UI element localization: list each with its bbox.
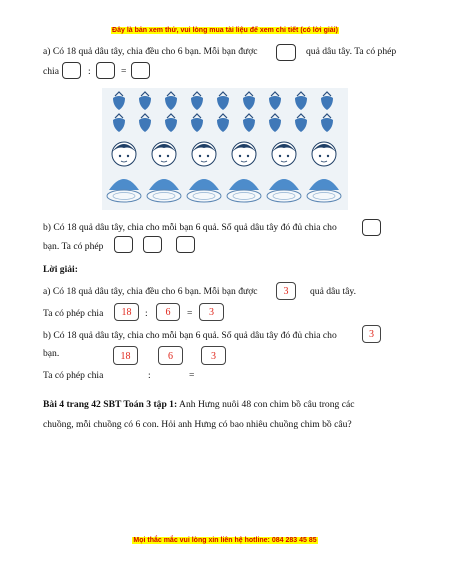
- colon: :: [145, 308, 148, 319]
- plate-icon: [307, 190, 341, 202]
- colon: :: [148, 370, 151, 381]
- solution-a-dividend: 18: [114, 303, 139, 321]
- equals: =: [187, 308, 193, 319]
- question-b-line1: b) Có 18 quả dâu tây, chia cho mỗi bạn 6 quả. Số quả dâu tây đó đủ chia cho: [43, 222, 337, 233]
- solution-b-divisor: 6: [158, 346, 183, 365]
- divisor-box-a[interactable]: [96, 62, 115, 79]
- solution-a-quotient: 3: [199, 303, 224, 321]
- question-a-line2: chia: [43, 66, 59, 77]
- solution-a-answer: 3: [276, 282, 296, 300]
- plate-icon: [227, 190, 261, 202]
- plate-icon: [107, 190, 141, 202]
- bai4-line2: chuồng, mỗi chuồng có 6 con. Hỏi anh Hưng có bao nhiêu chuồng chim bồ câu?: [43, 419, 352, 430]
- question-b-line2: bạn. Ta có phép: [43, 241, 104, 252]
- divisor-box-b[interactable]: [143, 236, 162, 253]
- preview-banner: Đây là bản xem thử, vui lòng mua tài liệu để xem chi tiết (có lời giải): [112, 27, 338, 34]
- solution-b-line2: bạn.: [43, 348, 60, 359]
- plate-icon: [187, 190, 221, 202]
- answer-box-a[interactable]: [276, 44, 296, 61]
- question-a-line1-end: quả dâu tây. Ta có phép: [306, 46, 397, 57]
- solution-a-line1-end: quả dâu tây.: [310, 286, 356, 297]
- solution-a-op-label: Ta có phép chia: [43, 308, 104, 319]
- colon: :: [88, 66, 91, 77]
- quotient-box-b[interactable]: [176, 236, 195, 253]
- solution-b-quotient: 3: [201, 346, 226, 365]
- solution-b-dividend: 18: [113, 346, 138, 365]
- solution-b-answer: 3: [362, 325, 381, 343]
- hotline-banner: Mọi thắc mắc vui lòng xin liên hệ hotline: 084 283 45 85: [133, 537, 317, 544]
- solution-a-divisor: 6: [156, 303, 180, 321]
- plate-icon: [267, 190, 301, 202]
- solution-a-line1: a) Có 18 quả dâu tây, chia đều cho 6 bạn. Mỗi bạn được: [43, 286, 258, 297]
- equals: =: [121, 66, 127, 77]
- question-a-line1: a) Có 18 quả dâu tây, chia đều cho 6 bạn. Mỗi bạn được: [43, 46, 258, 57]
- dividend-box-b[interactable]: [114, 236, 133, 253]
- dividend-box-a[interactable]: [62, 62, 81, 79]
- solution-b-op-label: Ta có phép chia: [43, 370, 104, 381]
- quotient-box-a[interactable]: [131, 62, 150, 79]
- solution-heading: Lời giải:: [43, 264, 78, 275]
- strawberry-children-illustration: [102, 88, 348, 210]
- solution-b-line1: b) Có 18 quả dâu tây, chia cho mỗi bạn 6 quả. Số quả dâu tây đó đủ chia cho: [43, 330, 337, 341]
- bai4-title: Bài 4 trang 42 SBT Toán 3 tập 1:: [43, 399, 178, 410]
- bai4-text: Anh Hưng nuôi 48 con chim bồ câu trong các: [177, 399, 355, 410]
- bai4-line1: [43, 399, 355, 411]
- plate-icon: [147, 190, 181, 202]
- equals: =: [189, 370, 195, 381]
- answer-box-b[interactable]: [362, 219, 381, 236]
